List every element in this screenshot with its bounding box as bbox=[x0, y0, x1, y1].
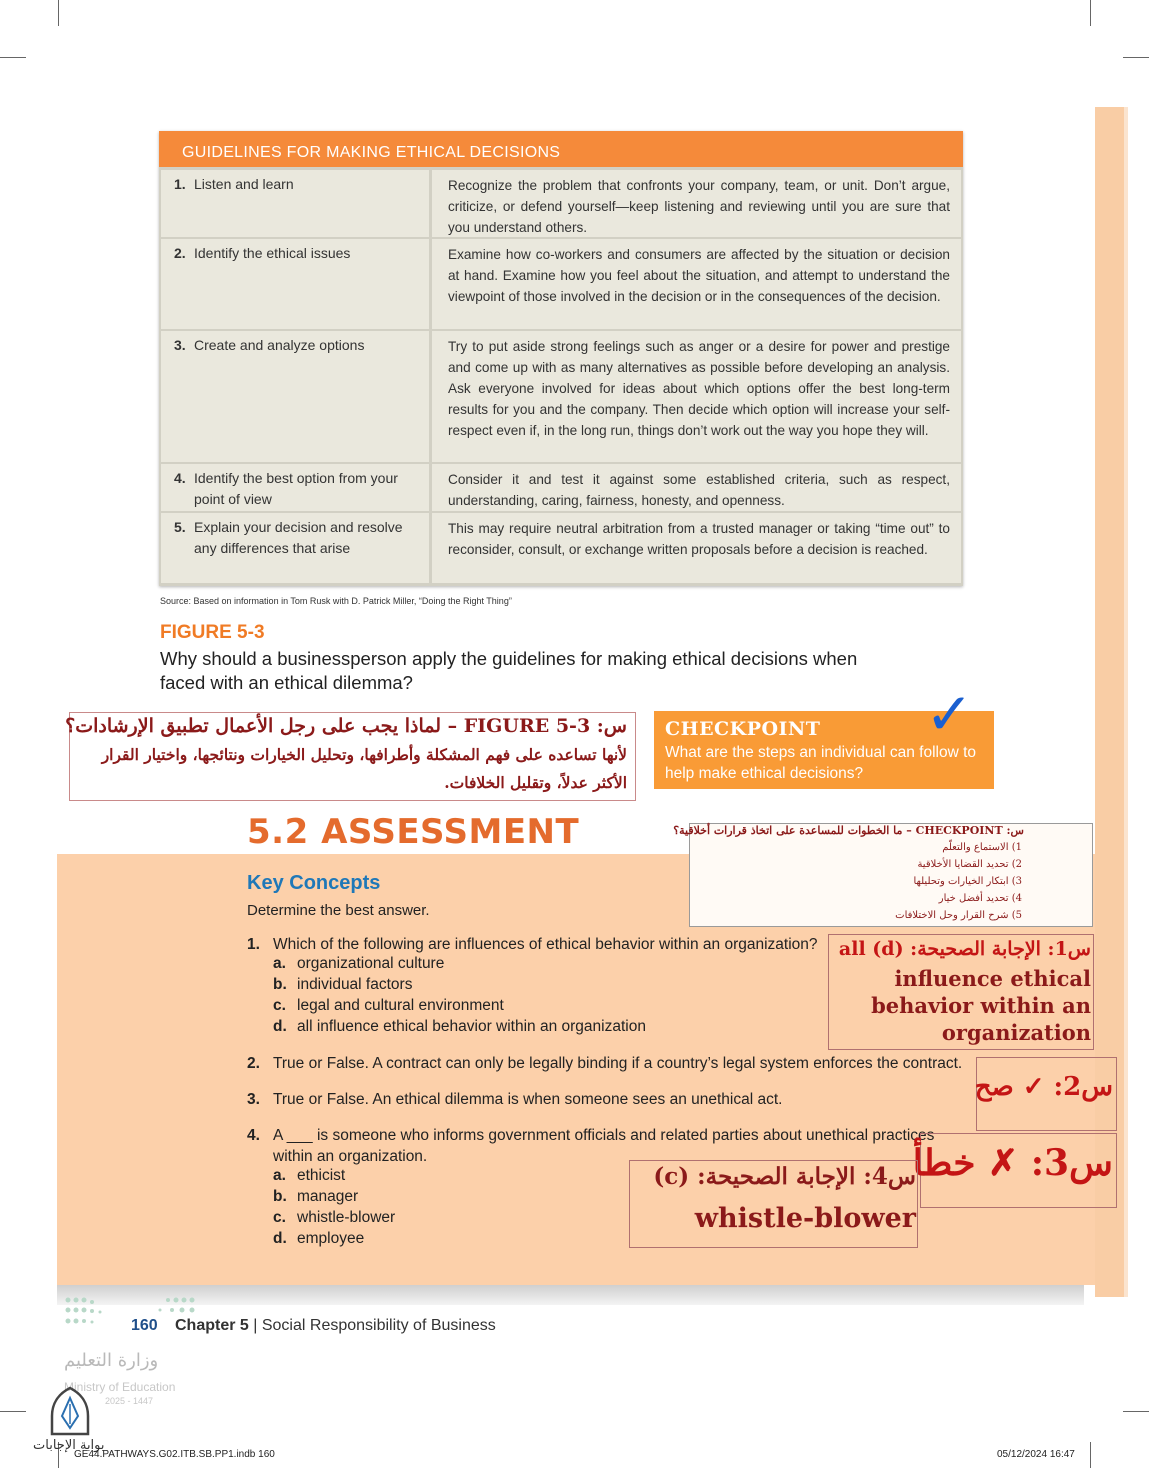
option: c. whistle-blower bbox=[273, 1209, 396, 1226]
step-title: Identify the best option from your bbox=[194, 470, 398, 486]
option: d. employee bbox=[273, 1230, 365, 1247]
guidelines-table bbox=[159, 131, 963, 586]
step-description: Consider it and test it against some established criteria, such as respect, understanding, caring, fairness, honesty, and openness. bbox=[448, 472, 950, 508]
answer-1-line: behavior within an bbox=[871, 993, 1091, 1018]
answer-1-line: س1: الإجابة الصحيحة: (d) all bbox=[838, 938, 1091, 960]
step-title: Create and analyze options bbox=[194, 337, 365, 353]
crop-mark bbox=[1123, 1411, 1149, 1412]
ministry-name-en: Ministry of Education bbox=[64, 1380, 176, 1394]
page-number: 160 bbox=[131, 1317, 158, 1334]
step-title-cont: point of view bbox=[194, 491, 272, 507]
crop-mark bbox=[0, 57, 26, 58]
checkpoint-title: CHECKPOINT bbox=[665, 718, 821, 740]
footer-chapter bbox=[175, 1317, 496, 1335]
step-title: Identify the ethical issues bbox=[194, 245, 351, 261]
checkpoint-question: What are the steps an individual can follow to help make ethical decisions? bbox=[665, 744, 977, 782]
option: d. all influence ethical behavior within an organization bbox=[273, 1018, 646, 1035]
question-4-cont: within an organization. bbox=[273, 1148, 428, 1165]
answer-2: س2: ✓ صح bbox=[974, 1072, 1113, 1102]
assessment-title: 5.2 ASSESSMENT bbox=[247, 812, 580, 852]
instruction-text: Determine the best answer. bbox=[247, 902, 430, 919]
question-3: 3. True or False. An ethical dilemma is when someone sees an unethical act. bbox=[247, 1091, 783, 1108]
step-description: Recognize the problem that confronts your company, team, or unit. Don’t argue, criticize, or defend yourself—keep listening and reviewing until you are sure that you understand others. bbox=[448, 178, 950, 235]
step-number: 4. bbox=[174, 470, 186, 486]
crop-mark bbox=[1090, 1442, 1091, 1468]
answer-1-line: influence ethical bbox=[894, 966, 1091, 991]
option: a. ethicist bbox=[273, 1167, 346, 1184]
crop-mark bbox=[58, 0, 59, 26]
option: b. individual factors bbox=[273, 976, 413, 993]
ministry-year: 2025 - 1447 bbox=[105, 1396, 154, 1406]
checkpoint-answer-heading: س: CHECKPOINT – ما الخطوات للمساعدة على اتخاذ قرارات أخلاقية؟ bbox=[673, 824, 1024, 837]
figure-answer-line: س: FIGURE 5-3 – لماذا يجب على رجل الأعمال تطبيق الإرشادات؟ bbox=[65, 715, 627, 737]
question-4: 4. A ___ is someone who informs government officials and related parties about unethical practices bbox=[247, 1127, 935, 1144]
file-slug: GE44.PATHWAYS.G02.ITB.SB.PP1.indb 160 bbox=[74, 1449, 275, 1460]
step-description: Examine how co-workers and consumers are affected by the situation or decision at hand. Examine how you feel about the situation, and attempt to understand the viewpoint of those involved in the decision or in the consequences of the decision. bbox=[448, 247, 950, 304]
guideline-row bbox=[161, 513, 961, 583]
step-title-cont: any differences that arise bbox=[194, 540, 351, 556]
option: c. legal and cultural environment bbox=[273, 997, 504, 1014]
figure-answer-line: لأنها تساعده على فهم المشكلة وأطرافها، وتحليل الخيارات ونتائجها، واختيار القرار bbox=[101, 745, 627, 764]
guideline-row bbox=[161, 239, 961, 329]
step-title: Explain your decision and resolve bbox=[194, 519, 403, 535]
question-1: 1. Which of the following are influences of ethical behavior within an organization? bbox=[247, 936, 818, 953]
footer-separator: | bbox=[253, 1317, 258, 1334]
question-2: 2. True or False. A contract can only be legally binding if a country’s legal system enforces the contract. bbox=[247, 1055, 963, 1072]
key-concepts-heading: Key Concepts bbox=[247, 872, 381, 894]
figure-question: Why should a businessperson apply the guidelines for making ethical decisions when faced with an ethical dilemma? bbox=[160, 648, 858, 693]
crop-mark bbox=[1090, 0, 1091, 26]
checkpoint-answer-item: 1) الاستماع والتعلّم bbox=[942, 842, 1022, 853]
section-title: Social Responsibility of Business bbox=[261, 1317, 496, 1334]
step-description: This may require neutral arbitration from a trusted manager or taking “time out” to reconsider, consult, or exchange written proposals before a decision is reached. bbox=[448, 521, 950, 557]
step-title: Listen and learn bbox=[194, 176, 294, 192]
ministry-name-ar: وزارة التعليم bbox=[64, 1350, 159, 1371]
source-note: Source: Based on information in Tom Rusk with D. Patrick Miller, “Doing the Right Thing” bbox=[160, 596, 512, 606]
step-number: 1. bbox=[174, 176, 186, 192]
checkpoint-answer-item: 3) ابتكار الخيارات وتحليلها bbox=[913, 876, 1022, 887]
step-number: 3. bbox=[174, 337, 186, 353]
assessment-shadow bbox=[57, 1285, 1084, 1305]
option: b. manager bbox=[273, 1188, 359, 1205]
checkpoint-answer-item: 2) تحديد القضايا الأخلاقية bbox=[917, 859, 1022, 870]
chapter-label: Chapter 5 bbox=[175, 1317, 249, 1334]
crop-mark bbox=[1123, 57, 1149, 58]
answer-4-line: س4: الإجابة الصحيحة: (c) bbox=[653, 1163, 916, 1190]
figure-answer-box bbox=[65, 712, 636, 801]
figure-answer-line: الأكثر عدلاً، وتقليل الخلافات. bbox=[444, 773, 627, 792]
checkpoint-answer-box bbox=[673, 823, 1093, 927]
checkpoint-answer-item: 5) شرح القرار وحل الاختلافات bbox=[895, 910, 1022, 921]
check-mark-icon: ✓ bbox=[925, 680, 974, 748]
step-number: 5. bbox=[174, 519, 186, 535]
portal-name: بوابة الإجابات bbox=[33, 1438, 105, 1453]
checkpoint-answer-item: 4) تحديد أفضل خيار bbox=[938, 893, 1022, 904]
answer-4-line: whistle-blower bbox=[694, 1203, 916, 1234]
answer-3: س3: ✗ خطأ bbox=[912, 1142, 1113, 1184]
side-color-strip-light bbox=[1124, 107, 1128, 1297]
portal-logo-icon bbox=[48, 1386, 92, 1438]
step-number: 2. bbox=[174, 245, 186, 261]
print-date: 05/12/2024 16:47 bbox=[997, 1449, 1075, 1460]
guideline-row bbox=[161, 331, 961, 462]
guideline-row bbox=[161, 170, 961, 237]
guidelines-header bbox=[159, 131, 963, 167]
figure-label: FIGURE 5-3 bbox=[160, 622, 265, 643]
guidelines-title: GUIDELINES FOR MAKING ETHICAL DECISIONS bbox=[182, 144, 561, 161]
step-description: Try to put aside strong feelings such as anger or a desire for power and prestige and come up with as many alternatives as possible before developing an analysis. Ask everyone involved for ideas about which options offer the best long-term results for you and the company. Then decide which option will increase your self-respect even if, in the long run, things don’t work out the way you hope they will. bbox=[448, 339, 950, 438]
guideline-row bbox=[161, 464, 961, 511]
option: a. organizational culture bbox=[273, 955, 445, 972]
answer-1-line: organization bbox=[941, 1020, 1091, 1045]
crop-mark bbox=[0, 1411, 26, 1412]
